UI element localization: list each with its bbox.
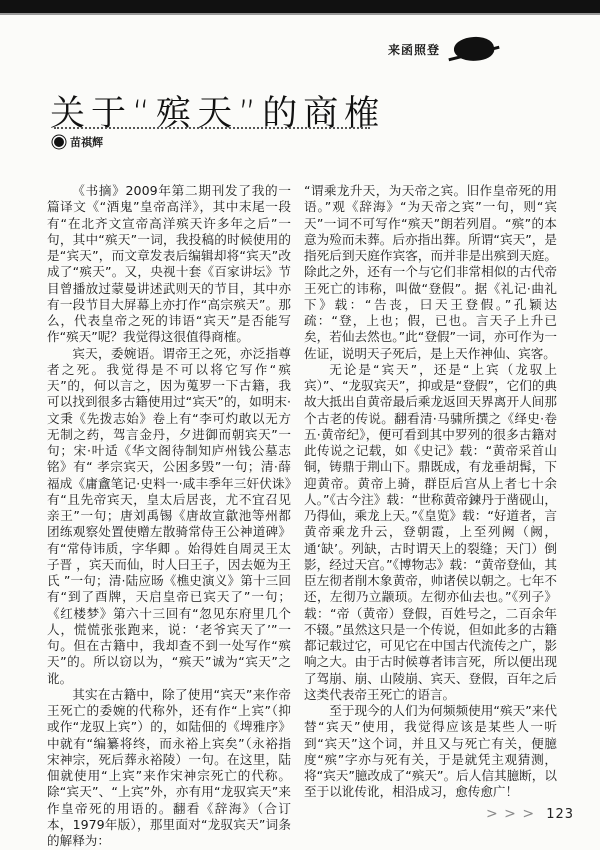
- paragraph: “谓乘龙升天，为天帝之宾。旧作皇帝死的用语。”观《辞海》“为天帝之宾”一句，则“宾天”一词不可写作“殡天”朗若列眉。“殡”的本意为殓而未葬。后亦指出葬。所谓“宾天”，是指死后到天庭作宾客，而并非是出殡到天庭。除此之外，还有一个与它们非常相似的古代帝王死亡的讳称，叫做“登假”。据《礼记·曲礼下》载：“告丧，曰天王登假。”孔颖达疏：“登，上也；假，已也。言天子上升已矣，若仙去然也。”此“登假”一词，亦可作为一佐证，说明天子死后，是上天作神仙、宾客。: [304, 183, 557, 361]
- top-rule: [0, 13, 600, 15]
- section-label: 来函照登: [388, 42, 441, 57]
- ink-blot-icon: [453, 34, 496, 63]
- top-black-bar: [0, 0, 600, 13]
- article-title: 关于“殡天”的商榷: [50, 94, 386, 134]
- author-line: [54, 134, 103, 150]
- paragraph: 宾天，委婉语。谓帝王之死，亦泛指尊者之死。我觉得是不可以将它写作“殡天”的，何以言之，因为蒐罗一下古籍，我可以找到很多古籍使用过“宾天”的，如明末·文秉《先拨志始》卷上有“李可灼敢以无方无制之药，驾言金丹，夕进御而朝宾天”一句；宋·叶适《华文阁待制知庐州钱公墓志铭》有“ 孝宗宾天，公困多毁”一句；清·薛福成《庸盦笔记·史料一·咸丰季年三奸伏诛》有“且先帝宾天，皇太后居丧，尤不宜召见亲王”一句；唐刘禹锡《唐故宣歙池等州都团练观察处置使赠左散骑常侍王公神道碑》有“常侍讳质，字华卿 。始得姓自周灵王太子晋 ，宾天而仙，时人曰王子，因去姬为王氏 ”一句；清·陆应旸《樵史演义》第十三回有“到了酉牌，天启皇帝已宾天了”一句；《红楼梦》第六十三回有“忽见东府里几个人，慌慌张张跑来，说：‘老爷宾天了’”一句。但在古籍中，我却查不到一处写作“殡天”的。所以窃以为，“殡天”诚为“宾天”之讹。: [47, 345, 291, 686]
- arrows-icon: > > >: [486, 806, 536, 822]
- magazine-logo: [448, 34, 500, 64]
- section-header: [388, 34, 500, 64]
- bullet-icon: [54, 137, 64, 147]
- page-footer: [486, 806, 574, 822]
- author-name: 苗祺辉: [70, 136, 103, 149]
- left-column: [47, 183, 291, 849]
- right-column: [304, 183, 557, 801]
- paragraph: 《书摘》2009年第二期刊发了我的一篇译文《“酒鬼”皇帝高洋》，其中末尾一段有“在北齐文宣帝高洋殡天许多年之后”一句，其中“殡天”一词，我投稿的时候使用的是“宾天”，而文章发表后编辑却将“宾天”改成了“殡天”。又，央视十套《百家讲坛》节目曾播放过蒙曼讲述武则天的节目，其中亦有一段节目大屏幕上亦打作“高宗殡天”。那么，代表皇帝之死的讳语“宾天”是否能写作“殡天”呢？我觉得这很值得商榷。: [47, 183, 291, 345]
- paragraph: 至于现今的人们为何频频使用“殡天”来代替“宾天”使用，我觉得应该是某些人一听到“宾天”这个词，并且又与死亡有关，便臆度“殡”字亦与死有关，于是就凭主观猜测，将“宾天”臆改成了“殡天”。后人信其臆断，以至于以讹传讹，相沿成习，愈传愈广！: [304, 703, 557, 800]
- page-number: 123: [546, 807, 575, 822]
- paragraph: 无论是“宾天”，还是“上宾（龙驭上宾）”、“龙驭宾天”，抑或是“登假”，它们的典故大抵出自黄帝最后乘龙返回天界离开人间那个古老的传说。翻看清·马骕所撰之《绎史·卷五·黄帝纪》，便可看到其中罗列的很多古籍对此传说之记载，如《史记》载：“黄帝采首山铜，铸鼎于荆山下。鼎既成，有龙垂胡髯，下迎黄帝。黄帝上骑，群臣后宫从上者七十余人。”《古今注》载：“世称黄帝鍊丹于凿砚山，乃得仙，乘龙上天。”《皇览》载：“好道者，言黄帝乘龙升云，登朝霞，上至列阙（阙，通‘缺’。列缺，古时谓天上的裂缝；天门）倒影，经过天宫。”《博物志》载：“黄帝登仙，其臣左彻者削木象黄帝，帅诸侯以朝之。七年不还，左彻乃立颛顼。左彻亦仙去也。”《列子》载：“帝（黄帝）登假，百姓号之，二百余年不辍。”虽然这只是一个传说，但如此多的古籍都记载过它，可见它在中国古代流传之广，影响之大。由于古时候尊者讳言死，所以便出现了驾崩、崩、山陵崩、宾天、登假，百年之后这类代表帝王死亡的语言。: [304, 361, 558, 702]
- title-divider: [54, 127, 370, 129]
- paragraph: 其实在古籍中，除了使用“宾天”来作帝王死亡的委婉的代称外，还有作“上宾”（抑或作“龙驭上宾”）的，如陆佃的《埤雅序》中就有“编纂将终，而永裕上宾矣”（永裕指宋神宗，死后葬永裕陵）一句。在这里，陆佃就使用“上宾”来作宋神宗死亡的代称。除“宾天”、“上宾”外，亦有用“龙驭宾天”来作皇帝死的用语的。翻看《辞海》（合订本，1979年版），那里面对“龙驭宾天”词条的解释为：: [47, 686, 291, 848]
